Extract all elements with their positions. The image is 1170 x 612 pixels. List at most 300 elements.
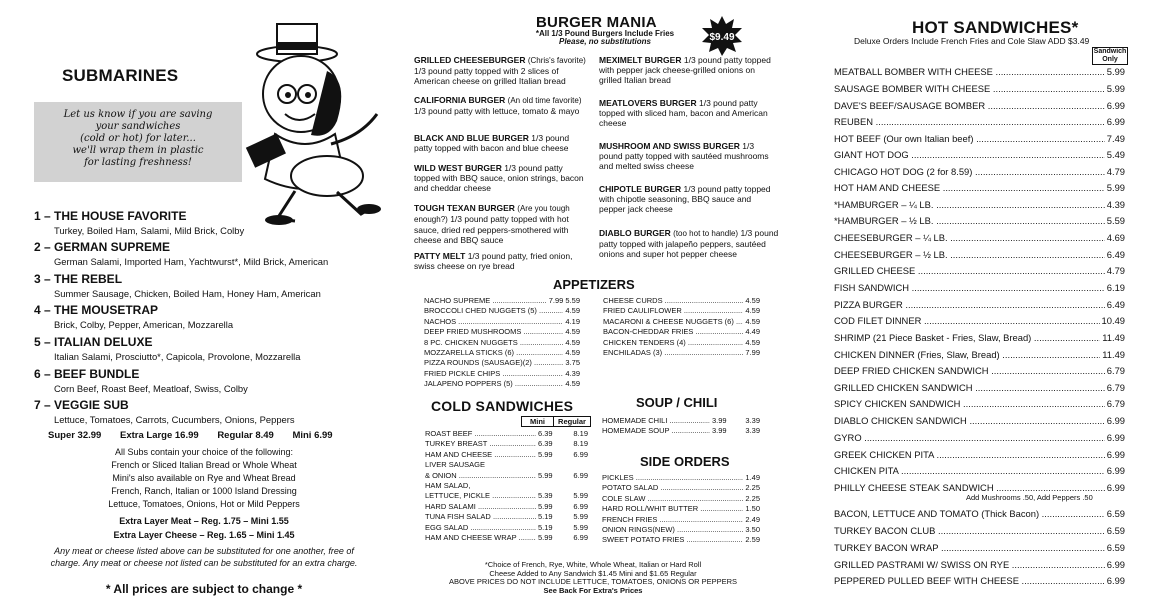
note-line: Let us know if you are saving xyxy=(63,109,213,120)
sub-item xyxy=(34,272,374,299)
sub-item-desc: Lettuce, Tomatoes, Carrots, Cucumbers, Onions, Peppers xyxy=(54,414,295,425)
item-price: 10.49 xyxy=(1101,315,1125,326)
soup-row xyxy=(602,426,760,436)
item-price: 6.99 xyxy=(1106,449,1125,460)
item-price: 6.79 xyxy=(1106,382,1125,393)
submarines-title: SUBMARINES xyxy=(62,66,179,85)
item-price: 1.49 xyxy=(745,473,760,482)
mini-price: 5.19 xyxy=(538,512,553,522)
item-name: CHEESEBURGER – ½ LB. ..... xyxy=(834,249,1105,261)
item-price: 2.25 xyxy=(745,493,760,503)
appetizer-row xyxy=(424,369,580,379)
sub-item-desc: German Salami, Imported Ham, Yachtwurst*, Mild Brick, American xyxy=(54,256,329,267)
item-price: 6.59 xyxy=(1106,542,1125,553)
hot-sandwich-row xyxy=(834,332,1125,344)
price-change-note: * All prices are subject to change * xyxy=(105,582,303,596)
burger-desc: 1/3 pound patty, fried onion, swiss cheese on rye bread xyxy=(414,251,573,271)
item-name: PICKLES ..... xyxy=(602,473,743,483)
burger-note: (Chris's favorite) xyxy=(527,56,586,65)
appetizer-row xyxy=(424,327,580,337)
item-price: 4.59 xyxy=(565,306,580,316)
mini-price: 5.99 xyxy=(538,501,553,511)
burger-mania-title: BURGER MANIA xyxy=(536,14,657,31)
soup-chili-title: SOUP / CHILI xyxy=(636,395,718,410)
item-name: BACON-CHEDDAR FRIES ..... xyxy=(603,327,743,337)
hot-subtitle: Deluxe Orders Include French Fries and Cole Slaw ADD $3.49 xyxy=(854,36,1090,46)
hot-sandwich-row xyxy=(834,398,1125,410)
cold-row xyxy=(425,450,588,460)
footnote-line: See Back For Extra's Prices xyxy=(543,585,643,595)
note-line: (cold or hot) for later... xyxy=(80,133,196,144)
note-line: for lasting freshness! xyxy=(84,157,192,168)
hot-sandwich-row xyxy=(834,83,1125,95)
side-table xyxy=(602,473,760,546)
burger-item xyxy=(414,55,589,86)
appetizer-row xyxy=(424,317,580,327)
item-name: HAM AND CHEESE WRAP ..... xyxy=(425,533,536,543)
sub-item-desc: Italian Salami, Prosciutto*, Capicola, Provolone, Mozzarella xyxy=(54,351,301,362)
item-name: CHICKEN DINNER (Fries, Slaw, Bread) ..... xyxy=(834,349,1100,361)
regular-price: 6.99 xyxy=(573,470,588,480)
item-price: 4.59 xyxy=(565,379,580,389)
side-orders-title: SIDE ORDERS xyxy=(640,454,730,469)
mini-price: 6.39 xyxy=(538,429,553,438)
regular-price: 5.99 xyxy=(573,512,588,522)
note-line: we'll wrap them in plastic xyxy=(72,145,204,156)
appetizers-title: APPETIZERS xyxy=(553,277,635,292)
cold-row xyxy=(425,439,588,449)
hot-sandwich-row xyxy=(834,575,1125,587)
item-name: BROCCOLI CHED NUGGETS (5) ..... xyxy=(424,306,563,316)
footnotes xyxy=(418,561,768,595)
burger-name: CALIFORNIA BURGER xyxy=(414,95,506,105)
item-price: 2.49 xyxy=(745,514,760,524)
burger-desc: 1/3 pound patty topped with pepper jack cheese-grilled onions on grilled Italian bread xyxy=(599,55,771,85)
appetizer-row xyxy=(603,327,760,337)
item-price: 4.59 xyxy=(565,327,580,337)
sub-prices xyxy=(48,430,368,441)
item-name: NACHOS ..... xyxy=(424,317,563,327)
wrap-note xyxy=(34,102,242,182)
hot-sandwich-row xyxy=(834,149,1125,161)
burger-name: GRILLED CHEESEBURGER xyxy=(414,55,526,65)
item-name: COD FILET DINNER ..... xyxy=(834,315,1100,327)
hot-sandwich-row xyxy=(834,232,1125,244)
soup-table xyxy=(602,416,760,437)
regular-price: 6.99 xyxy=(573,449,588,459)
side-row xyxy=(602,504,760,514)
price-starburst xyxy=(702,16,742,56)
item-name: CHICAGO HOT DOG (2 for 8.59) ..... xyxy=(834,166,1105,178)
cold-column-header xyxy=(521,416,591,427)
appetizers-right xyxy=(603,296,760,358)
cold-sandwiches-title: COLD SANDWICHES xyxy=(431,398,574,414)
item-price: 5.49 xyxy=(1106,149,1125,160)
item-price: 6.99 xyxy=(1106,100,1125,111)
sandwich-only-label: Sandwich Only xyxy=(1093,48,1127,63)
item-price: 4.59 xyxy=(745,316,760,326)
item-name: FRENCH FRIES ..... xyxy=(602,515,743,525)
burger-subtitle xyxy=(480,30,730,46)
mini-price: 5.39 xyxy=(538,491,553,501)
sub-item-title: 6 – BEEF BUNDLE xyxy=(34,367,140,381)
item-price: 1.50 xyxy=(745,504,760,514)
regular-price: 6.99 xyxy=(573,501,588,511)
hot-sandwich-row xyxy=(834,299,1125,311)
item-name: ONION RINGS(NEW) ..... xyxy=(602,525,743,535)
item-name: TURKEY BACON CLUB ..... xyxy=(834,525,1105,537)
mini-price: 5.99 xyxy=(538,449,553,459)
item-name: *HAMBURGER – ½ LB. ..... xyxy=(834,215,1105,227)
option-line: Lettuce, Tomatoes, Onions, Hot or Mild Peppers xyxy=(108,499,300,509)
item-price: 6.99 xyxy=(1106,482,1125,493)
item-name: FRIED CAULIFLOWER ..... xyxy=(603,306,743,316)
item-name: HAM SALAD, xyxy=(425,480,471,490)
item-name: REUBEN ..... xyxy=(834,116,1105,128)
hot-sandwich-row xyxy=(834,365,1125,377)
footnote-line: ABOVE PRICES DO NOT INCLUDE LETTUCE, TOMATOES, ONIONS OR PEPPERS xyxy=(448,577,738,587)
item-name: EGG SALAD ..... xyxy=(425,523,536,533)
item-price: 6.79 xyxy=(1106,398,1125,409)
burger-subtitle-line: Please, no substitutions xyxy=(558,37,651,46)
item-price: 6.99 xyxy=(1106,559,1125,570)
price-extra-large: Extra Large 16.99 xyxy=(119,430,199,441)
cold-row xyxy=(425,471,588,481)
hot-sandwich-row xyxy=(834,382,1125,394)
item-price: 7.99 xyxy=(745,347,760,357)
note-line: your sandwiches xyxy=(95,121,181,132)
item-name: JALAPENO POPPERS (5) ..... xyxy=(424,379,563,389)
item-price: 6.99 xyxy=(1106,575,1125,586)
layer-line: Extra Layer Meat – Reg. 1.75 – Mini 1.55 xyxy=(119,516,289,526)
item-name: GRILLED CHEESE ..... xyxy=(834,265,1105,277)
hot-sandwich-row xyxy=(834,166,1125,178)
item-name: TUNA FISH SALAD ..... xyxy=(425,512,536,522)
burger-desc: 1/3 pound patty topped with BBQ sauce, onion strings, bacon and cheddar cheese xyxy=(414,163,584,193)
cold-row xyxy=(425,481,588,491)
hot-sandwich-row xyxy=(834,415,1125,427)
cold-row xyxy=(425,523,588,533)
col-regular: Regular xyxy=(558,417,586,426)
sub-item-title: 2 – GERMAN SUPREME xyxy=(34,240,171,254)
item-name: GREEK CHICKEN PITA ..... xyxy=(834,449,1105,461)
item-name: HARD SALAMI ..... xyxy=(425,502,536,512)
burger-desc: 1/3 pound patty topped with hot sauce, dried red peppers-smothered with cheese and BBQ sauce xyxy=(414,214,569,245)
mini-price: 5.19 xyxy=(538,522,553,532)
hot-sandwich-row xyxy=(834,282,1125,294)
item-price: 6.49 xyxy=(1106,249,1125,260)
burger-item xyxy=(414,133,589,153)
item-name: SAUSAGE BOMBER WITH CHEESE ..... xyxy=(834,83,1105,95)
footnote-line: *Choice of French, Rye, White, Whole Wheat, Italian or Hard Roll xyxy=(484,560,702,569)
sub-item xyxy=(34,240,374,267)
item-name: BACON, LETTUCE AND TOMATO (Thick Bacon) ..... xyxy=(834,508,1105,520)
burger-item xyxy=(414,251,589,271)
burger-desc: 1/3 pound patty topped with jalapeño peppers, sautéed onions and super hot pepper cheese xyxy=(599,228,779,259)
burger-desc: 1/3 pound patty topped with sautéed mushrooms and melted swiss cheese xyxy=(599,141,769,171)
side-row xyxy=(602,494,760,504)
hot-sandwich-row xyxy=(834,100,1125,112)
item-price: 2.25 xyxy=(745,483,760,493)
item-price: 7.99 5.59 xyxy=(548,296,580,305)
item-name: PIZZA BURGER ..... xyxy=(834,299,1105,311)
regular-price: 8.19 xyxy=(573,439,588,449)
item-price: 4.19 xyxy=(565,316,580,326)
item-name: HAM AND CHEESE ..... xyxy=(425,450,536,460)
item-price: 6.79 xyxy=(1106,365,1125,376)
price-super: Super 32.99 xyxy=(48,430,102,441)
cold-row xyxy=(425,533,588,543)
burger-item xyxy=(414,95,589,116)
item-name: CHEESEBURGER – ¼ LB. ..... xyxy=(834,232,1105,244)
cold-row xyxy=(425,502,588,512)
burger-name: WILD WEST BURGER xyxy=(414,163,502,173)
item-price: 4.79 xyxy=(1106,265,1125,276)
item-price: 4.59 xyxy=(565,337,580,347)
regular-price: 5.99 xyxy=(573,522,588,532)
item-name: HOMEMADE CHILI ..... xyxy=(602,416,710,426)
item-name: GRILLED PASTRAMI W/ SWISS ON RYE ..... xyxy=(834,559,1105,571)
sub-item xyxy=(34,209,374,236)
item-price: 4.79 xyxy=(1106,166,1125,177)
burger-desc: 1/3 pound patty topped with bacon and blue cheese xyxy=(414,133,570,153)
item-price: 7.49 xyxy=(1106,133,1125,144)
sub-item xyxy=(34,335,374,362)
burger-item xyxy=(599,98,779,128)
cold-row xyxy=(425,460,588,470)
sub-item xyxy=(34,367,374,394)
burger-name: BLACK AND BLUE BURGER xyxy=(414,133,529,143)
item-price: 4.59 xyxy=(745,337,760,347)
item-name: LIVER SAUSAGE xyxy=(425,460,486,470)
item-name: & ONION ..... xyxy=(425,471,536,481)
burger-note: (An old time favorite) xyxy=(507,96,582,105)
item-price: 11.49 xyxy=(1102,349,1125,360)
burger-subtitle-line: *All 1/3 Pound Burgers Include Fries xyxy=(535,29,675,38)
item-name: GRILLED CHICKEN SANDWICH ..... xyxy=(834,382,1105,394)
item-name: MACARONI & CHEESE NUGGETS (6) ..... xyxy=(603,317,743,327)
appetizer-row xyxy=(603,306,760,316)
cold-row xyxy=(425,491,588,501)
item-name: HOT BEEF (Our own Italian beef) ..... xyxy=(834,133,1105,145)
sub-options xyxy=(34,446,374,511)
item-price: 4.49 xyxy=(745,327,760,337)
mini-price: 5.99 xyxy=(538,532,553,542)
burger-name: DIABLO BURGER xyxy=(599,228,671,238)
footnote-line: Cheese Added to Any Sandwich $1.45 Mini and $1.65 Regular xyxy=(489,568,697,578)
item-name: CHICKEN TENDERS (4) ..... xyxy=(603,338,743,348)
sub-item-title: 1 – THE HOUSE FAVORITE xyxy=(34,209,187,223)
burger-item xyxy=(599,55,779,85)
hot-sandwich-row xyxy=(834,66,1125,78)
burger-desc: 1/3 pound patty with lettuce, tomato & mayo xyxy=(414,106,580,116)
hot-sandwiches-title: HOT SANDWICHES* xyxy=(912,18,1079,37)
item-price: 3.99 xyxy=(712,426,727,436)
hot-sandwich-row xyxy=(834,215,1125,227)
item-price: 5.99 xyxy=(1106,83,1125,94)
item-price: 11.49 xyxy=(1102,332,1125,343)
option-line: French or Sliced Italian Bread or Whole Wheat xyxy=(111,460,297,470)
burger-name: PATTY MELT xyxy=(414,251,466,261)
cold-table xyxy=(425,429,588,543)
item-price: 3.99 xyxy=(712,416,727,425)
option-line: French, Ranch, Italian or 1000 Island Dressing xyxy=(111,486,297,496)
option-line: Mini's also available on Rye and Wheat Bread xyxy=(112,473,296,483)
burger-item xyxy=(599,184,779,214)
item-price: 6.49 xyxy=(1106,299,1125,310)
burger-item xyxy=(414,203,589,245)
appetizer-row xyxy=(424,306,580,316)
hot-sandwich-row xyxy=(834,432,1125,444)
item-name: CHEESE CURDS ..... xyxy=(603,296,743,306)
item-name: FRIED PICKLE CHIPS ..... xyxy=(424,369,563,379)
burger-name: TOUGH TEXAN BURGER xyxy=(414,203,515,213)
item-price: 6.59 xyxy=(1106,508,1125,519)
item-name: TURKEY BACON WRAP ..... xyxy=(834,542,1105,554)
mini-price: 6.39 xyxy=(538,439,553,449)
hot-sandwich-row xyxy=(834,542,1125,554)
item-price-2: 3.39 xyxy=(745,426,760,436)
item-name: DAVE'S BEEF/SAUSAGE BOMBER ..... xyxy=(834,100,1105,112)
sub-item xyxy=(34,398,374,425)
item-price: 6.59 xyxy=(1106,525,1125,536)
item-price: 6.99 xyxy=(1106,415,1125,426)
cold-row xyxy=(425,429,588,439)
sub-item-title: 7 – VEGGIE SUB xyxy=(34,398,129,412)
burger-note: (Are you tough enough?) xyxy=(414,204,570,224)
appetizer-row xyxy=(424,358,580,368)
item-name: NACHO SUPREME ..... xyxy=(424,296,547,306)
cold-row xyxy=(425,512,588,522)
item-name: *HAMBURGER – ¼ LB. ..... xyxy=(834,199,1105,211)
side-row xyxy=(602,483,760,493)
sub-item-title: 5 – ITALIAN DELUXE xyxy=(34,335,153,349)
burger-name: CHIPOTLE BURGER xyxy=(599,184,682,194)
layer-line: Extra Layer Cheese – Reg. 1.65 – Mini 1.45 xyxy=(113,530,295,540)
hot-sandwich-row xyxy=(834,559,1125,571)
item-name: DEEP FRIED MUSHROOMS ..... xyxy=(424,327,563,337)
burger-desc: 1/3 pound patty topped with chipotle seasoning, BBQ sauce and pepper jack cheese xyxy=(599,184,771,214)
burger-item xyxy=(599,141,779,171)
appetizer-row xyxy=(603,296,760,306)
sub-item-desc: Brick, Colby, Pepper, American, Mozzarella xyxy=(54,319,234,330)
item-price: 5.59 xyxy=(1106,215,1125,226)
item-name: ROAST BEEF ..... xyxy=(425,429,536,439)
appetizers-left xyxy=(424,296,580,390)
burger-item xyxy=(414,163,589,193)
hot-sandwich-row xyxy=(834,349,1125,361)
appetizer-row xyxy=(603,317,760,327)
item-name: GIANT HOT DOG ..... xyxy=(834,149,1105,161)
item-name: PEPPERED PULLED BEEF WITH CHEESE ..... xyxy=(834,575,1105,587)
item-name: FISH SANDWICH ..... xyxy=(834,282,1105,294)
substitution-note: Any meat or cheese listed above can be substituted for one another, free of charge. Any meat or cheese not listed can be substituted for an extra charge. xyxy=(50,546,358,568)
sub-item-desc: Corn Beef, Roast Beef, Meatloaf, Swiss, Colby xyxy=(54,383,248,394)
mini-price: 5.99 xyxy=(538,470,553,480)
sub-item-desc: Turkey, Boiled Ham, Salami, Mild Brick, Colby xyxy=(54,225,245,236)
item-price-2: 3.39 xyxy=(745,416,760,425)
item-name: MEATBALL BOMBER WITH CHEESE ..... xyxy=(834,66,1105,78)
item-price: 4.39 xyxy=(565,368,580,378)
item-name: SWEET POTATO FRIES ..... xyxy=(602,535,743,545)
item-name: HOT HAM AND CHEESE ..... xyxy=(834,182,1105,194)
burger-desc: 1/3 pound patty topped with sliced ham, bacon and American cheese xyxy=(599,98,768,128)
burger-name: MEATLOVERS BURGER xyxy=(599,98,697,108)
item-price: 4.69 xyxy=(1106,232,1125,243)
side-row xyxy=(602,525,760,535)
appetizer-row xyxy=(603,348,760,358)
col-mini: Mini xyxy=(522,417,554,426)
item-name: SPICY CHICKEN SANDWICH ..... xyxy=(834,398,1105,410)
hot-sandwich-row xyxy=(834,116,1125,128)
item-name: ENCHILADAS (3) ..... xyxy=(603,348,743,358)
side-row xyxy=(602,535,760,545)
appetizer-row xyxy=(603,338,760,348)
burger-name: MUSHROOM AND SWISS BURGER xyxy=(599,141,740,151)
hot-sandwich-row xyxy=(834,315,1125,327)
sub-item-title: 4 – THE MOUSETRAP xyxy=(34,303,159,317)
item-name: TURKEY BREAST ..... xyxy=(425,439,536,449)
item-name: PIZZA ROUNDS (SAUSAGE)(2) ..... xyxy=(424,358,563,368)
item-name: GYRO ..... xyxy=(834,432,1105,444)
appetizer-row xyxy=(424,348,580,358)
item-price: 6.19 xyxy=(1106,282,1125,293)
item-price: 2.59 xyxy=(745,535,760,545)
sub-item-desc: Summer Sausage, Chicken, Boiled Ham, Honey Ham, American xyxy=(54,288,321,299)
hot-sandwich-row xyxy=(834,525,1125,537)
option-line: All Subs contain your choice of the following: xyxy=(114,447,294,457)
item-name: LETTUCE, PICKLE ..... xyxy=(425,491,536,501)
hot-sandwich-row xyxy=(834,249,1125,261)
sub-item xyxy=(34,303,374,330)
item-price: 4.39 xyxy=(1106,199,1125,210)
item-name: POTATO SALAD ..... xyxy=(602,483,743,493)
item-price: 5.99 xyxy=(1106,66,1125,77)
hot-sandwich-row xyxy=(834,182,1125,194)
appetizer-row xyxy=(424,338,580,348)
item-name: HARD ROLL/WHIT BUTTER ..... xyxy=(602,504,743,514)
regular-price: 5.99 xyxy=(573,491,588,501)
item-name: CHICKEN PITA ..... xyxy=(834,465,1105,477)
hot-sandwich-row xyxy=(834,508,1125,520)
item-price: 4.59 xyxy=(745,306,760,316)
item-price: 3.50 xyxy=(745,524,760,534)
regular-price: 6.99 xyxy=(573,532,588,542)
mascot-illustration xyxy=(235,16,383,226)
item-name: COLE SLAW ..... xyxy=(602,494,743,504)
appetizer-row xyxy=(424,296,580,306)
burger-item xyxy=(599,228,779,259)
appetizer-row xyxy=(424,379,580,389)
item-price: 3.75 xyxy=(565,358,580,368)
burger-desc: 1/3 pound patty topped with 2 slices of American cheese on grilled Italian bread xyxy=(414,66,566,86)
hot-sandwich-row xyxy=(834,265,1125,277)
item-price: 4.59 xyxy=(565,347,580,357)
item-name: MOZZARELLA STICKS (6) ..... xyxy=(424,348,563,358)
item-price: 4.59 xyxy=(745,296,760,305)
item-name: DEEP FRIED CHICKEN SANDWICH ..... xyxy=(834,365,1105,377)
philly-addon-note: Add Mushrooms .50, Add Peppers .50 xyxy=(966,493,1093,502)
item-price: 5.99 xyxy=(1106,182,1125,193)
item-price: 6.99 xyxy=(1106,432,1125,443)
hot-sandwich-row xyxy=(834,465,1125,477)
regular-price: 8.19 xyxy=(573,429,588,438)
side-row xyxy=(602,473,760,483)
item-name: 8 PC. CHICKEN NUGGETS ..... xyxy=(424,338,563,348)
price-regular: Regular 8.49 xyxy=(217,430,274,441)
extra-layers xyxy=(34,514,374,542)
item-name: PHILLY CHEESE STEAK SANDWICH ..... xyxy=(834,482,1105,494)
